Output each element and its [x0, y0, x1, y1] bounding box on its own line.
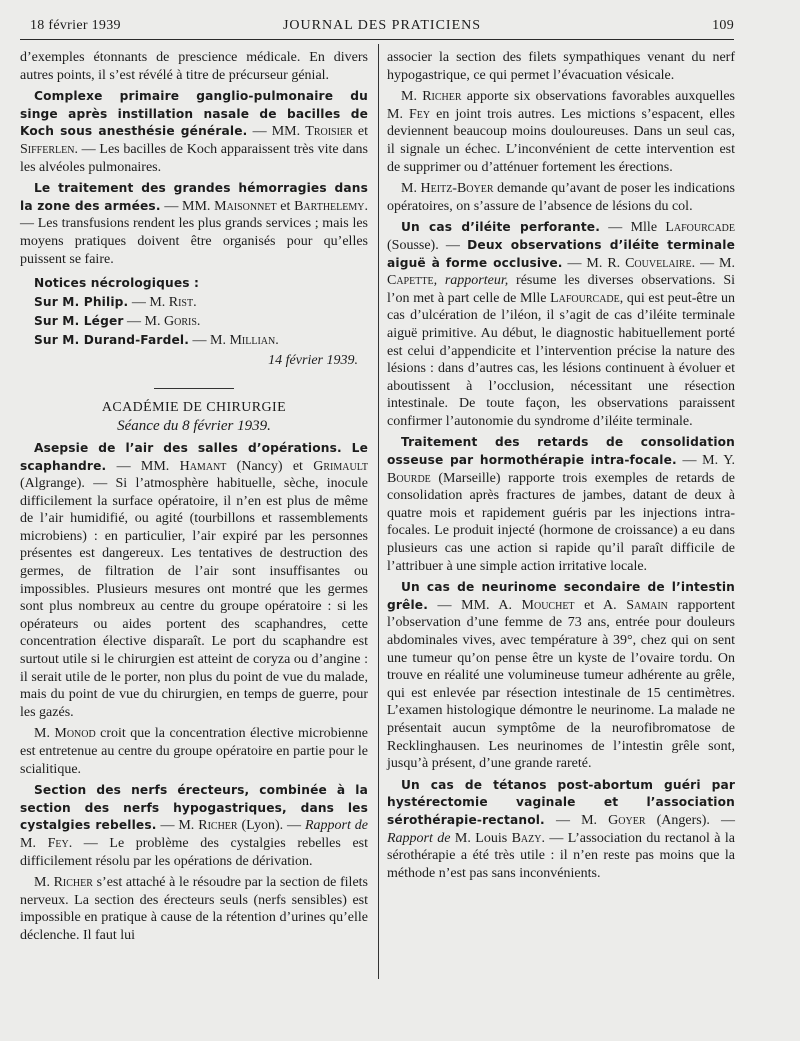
- author-name: Goyer: [608, 812, 646, 828]
- right-column: [387, 49, 735, 886]
- left-column: [20, 49, 368, 949]
- abstract-neurinoma: Un cas de neurinome secondaire de l’intestin grêle. — MM. A. Mouchet et A. Samain rapportent l’observation d’une femme de 73 ans, entrée pour douleurs abdominales vives, avec température à 39°, chez qui on sent une tumeur qu’on pense être un kyste de l’ovaire tordu. On trouve en réalité une volumineuse tumeur adhérente au grêle, qui est enlevée par résection intestinale de 15 centimètres. L’examen histologique démontre le neurinome. La malade ne présentait aucun symptôme de la neurofibromatose de Recklinghausen. Les neurinomes de l’intestin grêle sont, jusqu’à présent, d’une grande rareté.: [387, 580, 735, 772]
- abstract-heading: Asepsie de l’air des salles d’opérations. Le scaphandre.: [20, 440, 368, 473]
- paragraph: M. Heitz-Boyer demande qu’avant de poser les indications opératoires, on s’assure de l’absence de lésions du col.: [387, 181, 735, 214]
- abstract-tetanus: Un cas de tétanos post-abortum guéri par hystérectomie vaginale et l’association sérothérapie-rectanol. — M. Goyer (Angers). — Rapport de M. Louis Bazy. — L’association du rectanol à la sérothérapie a été très utile : il n’en reste pas moins que la méthode n’est pas sans inconvénients.: [387, 777, 735, 881]
- abstract-nerves: Section des nerfs érecteurs, combinée à la section des nerfs hypogastriques, dans les cystalgies rebelles. — M. Richer (Lyon). — Rapport de M. Fey. — Le problème des cystalgies rebelles est difficilement résolu par les opérations de dérivation.: [20, 783, 368, 869]
- author-name: Richer: [53, 875, 93, 891]
- abstract-heading: Traitement des retards de consolidation osseuse par hormothérapie intra-focale.: [387, 435, 735, 468]
- paragraph: M. Richer s’est attaché à le résoudre par la section de filets nerveux. La section des érecteurs seuls (nerfs sensibles) est impossible en pratique à cause de la rétention d’urines qu’elle déclenche. Il faut lui: [20, 875, 368, 943]
- author-name: Bourde: [387, 470, 431, 486]
- abstract-hemorrhages: Le traitement des grandes hémorragies dans la zone des armées. — MM. Maisonnet et Barthelemy. — Les transfusions rendent les plus grands services ; mais les moyens pratiques doivent être organisés pour qu’elles puissent se faire.: [20, 181, 368, 267]
- author-name: Couvelaire: [625, 255, 692, 271]
- section-title: ACADÉMIE DE CHIRURGIE: [101, 399, 287, 415]
- page-number: 109: [712, 18, 734, 33]
- abstract-heading: Un cas d’iléite perforante.: [401, 220, 600, 235]
- header-date: 18 février 1939: [30, 18, 121, 33]
- paragraph: M. Richer apporte six observations favorables auxquelles M. Fey en joint trois autres. Les mictions s’espacent, elles deviennent beaucoup moins douloureuses. Dans un seul cas, il signale un échec. L’inconvénient de cette intervention est de supprimer ou d’atténuer fortement les érections.: [387, 89, 736, 175]
- author-name: Samain: [626, 597, 668, 613]
- author-name: Bazy: [511, 830, 542, 846]
- abstract-heading: Section des nerfs érecteurs, combinée à la section des nerfs hypogastriques, dans les cystalgies rebelles.: [20, 783, 368, 833]
- abstract-heading: Le traitement des grandes hémorragies dans la zone des armées.: [20, 181, 368, 213]
- abstract-heading: Un cas de tétanos post-abortum guéri par hystérectomie vaginale et l’association sérothérapie-rectanol.: [387, 777, 735, 827]
- section-session: Séance du 8 février 1939.: [117, 418, 271, 435]
- notice-item: Sur M. Durand-Fardel. — M. Millian.: [34, 333, 279, 349]
- notices-title: Notices nécrologiques :: [34, 276, 200, 291]
- obituary-notices: [34, 274, 368, 350]
- author-name: Sifferlen: [20, 141, 75, 157]
- author-name: Maisonnet: [214, 198, 277, 214]
- author-name: Hamant: [179, 458, 227, 474]
- abstract-consolidation: Traitement des retards de consolidation osseuse par hormothérapie intra-focale. — M. Y. Bourde (Marseille) rapporte trois exemples de retards de consolidation après fractures de jambes, datant de deux à quatre mois et rapidement guéris par les injections intra-focales. Le produit injecté (hormone de croissance) a eu dans plusieurs cas une action si rapide qu’il paraît difficile de l’attribuer à une simple action irritative locale.: [387, 435, 736, 574]
- paragraph: d’exemples étonnants de prescience médicale. En divers autres points, il s’est révélé à titre de précurseur génial.: [20, 50, 368, 83]
- paragraph: associer la section des filets sympathiques venant du nerf hypogastrique, ce qui permet l’évacuation vésicale.: [387, 50, 735, 83]
- abstract-asepsis: Asepsie de l’air des salles d’opérations. Le scaphandre. — MM. Hamant (Nancy) et Grimault (Algrange). — Si l’atmosphère habituelle, sèche, inocule difficilement la surface opératoire, il n’en est plus de même de l’air humidifié, ou agité (tourbillons et rassemblements microbiens) : en particulier, l’air expiré par les personnes présentes est dangereux. Les tentatives de destruction des germes, de filtration de l’air sont insuffisantes ou impossibles. Plusieurs mesures ont montré que les germes sont plus nombreux au centre du groupe opératoire : si les opérateurs ou aides portent des scaphandres, cette concentration élective disparaît. Le port du scaphandre est surtout utile si le chirurgien est atteint de coryza ou d’angine : il serait utile de le porter, non plus du point de vue du malade, mais du point de vue du chirurgien, en temps de guerre, pour les gazés.: [20, 440, 368, 720]
- abstract-heading: Complexe primaire ganglio-pulmonaire du singe après instillation nasale de bacilles de Koch sous anesthésie générale.: [20, 89, 368, 139]
- abstract-heading: Deux observations d’iléite terminale aiguë à forme occlusive.: [387, 237, 735, 270]
- author-name: Lafourcade: [550, 290, 620, 306]
- column-divider: [378, 44, 379, 979]
- paragraph: M. Monod croit que la concentration élective microbienne est entretenue au centre du groupe opératoire en partie pour le scialitique.: [20, 726, 369, 777]
- notice-item: Sur M. Léger — M. Goris.: [34, 314, 201, 330]
- author-name: Richer: [198, 818, 238, 834]
- notice-item: Sur M. Philip. — M. Rist.: [34, 295, 197, 311]
- signature-date: 14 février 1939.: [268, 353, 358, 369]
- author-name: Troisier: [305, 124, 353, 140]
- abstract-ileitis: Un cas d’iléite perforante. — Mlle Lafourcade (Sousse). — Deux observations d’iléite terminale aiguë à forme occlusive. — M. R. Couvelaire. — M. Capette, rapporteur, résume les diverses observations. Si l’on met à part celle de Mlle Lafourcade, qui est peut-être un cas d’ulcération de l’iléon, il s’agit de cas d’iléite terminale aiguë primitive. Au début, le diagnostic habituellement porté est celui d’appendicite et l’intervention précise la nature des lésions : dans d’autres cas, les lésions continuent à évoluer et aboutissent à l’occlusion, nécessitant une résection intestinale. De toute façon, les observations paraissent confirmer l’autonomie du syndrome d’iléite terminale.: [387, 220, 735, 429]
- author-name: Capette: [387, 273, 434, 289]
- running-header: [30, 14, 734, 38]
- author-name: Grimault: [313, 458, 368, 474]
- author-name: Barthelemy: [294, 198, 365, 214]
- author-name: Mouchet: [521, 597, 575, 613]
- author-name: Fey: [409, 106, 431, 122]
- abstract-heading: Un cas de neurinome secondaire de l’intestin grêle.: [387, 580, 735, 612]
- author-name: Lafourcade: [665, 220, 735, 236]
- section-separator: [154, 388, 234, 389]
- author-name: Monod: [54, 726, 96, 742]
- author-name: Fey: [47, 835, 69, 851]
- author-name: Heitz-Boyer: [420, 181, 494, 197]
- author-name: Richer: [422, 89, 462, 105]
- header-rule: [20, 39, 734, 40]
- abstract-koch: Complexe primaire ganglio-pulmonaire du singe après instillation nasale de bacilles de Koch sous anesthésie générale. — MM. Troisier et Sifferlen. — Les bacilles de Koch apparaissent très vite dans les alvéoles pulmonaires.: [20, 89, 368, 175]
- journal-title: JOURNAL DES PRATICIENS: [282, 18, 482, 33]
